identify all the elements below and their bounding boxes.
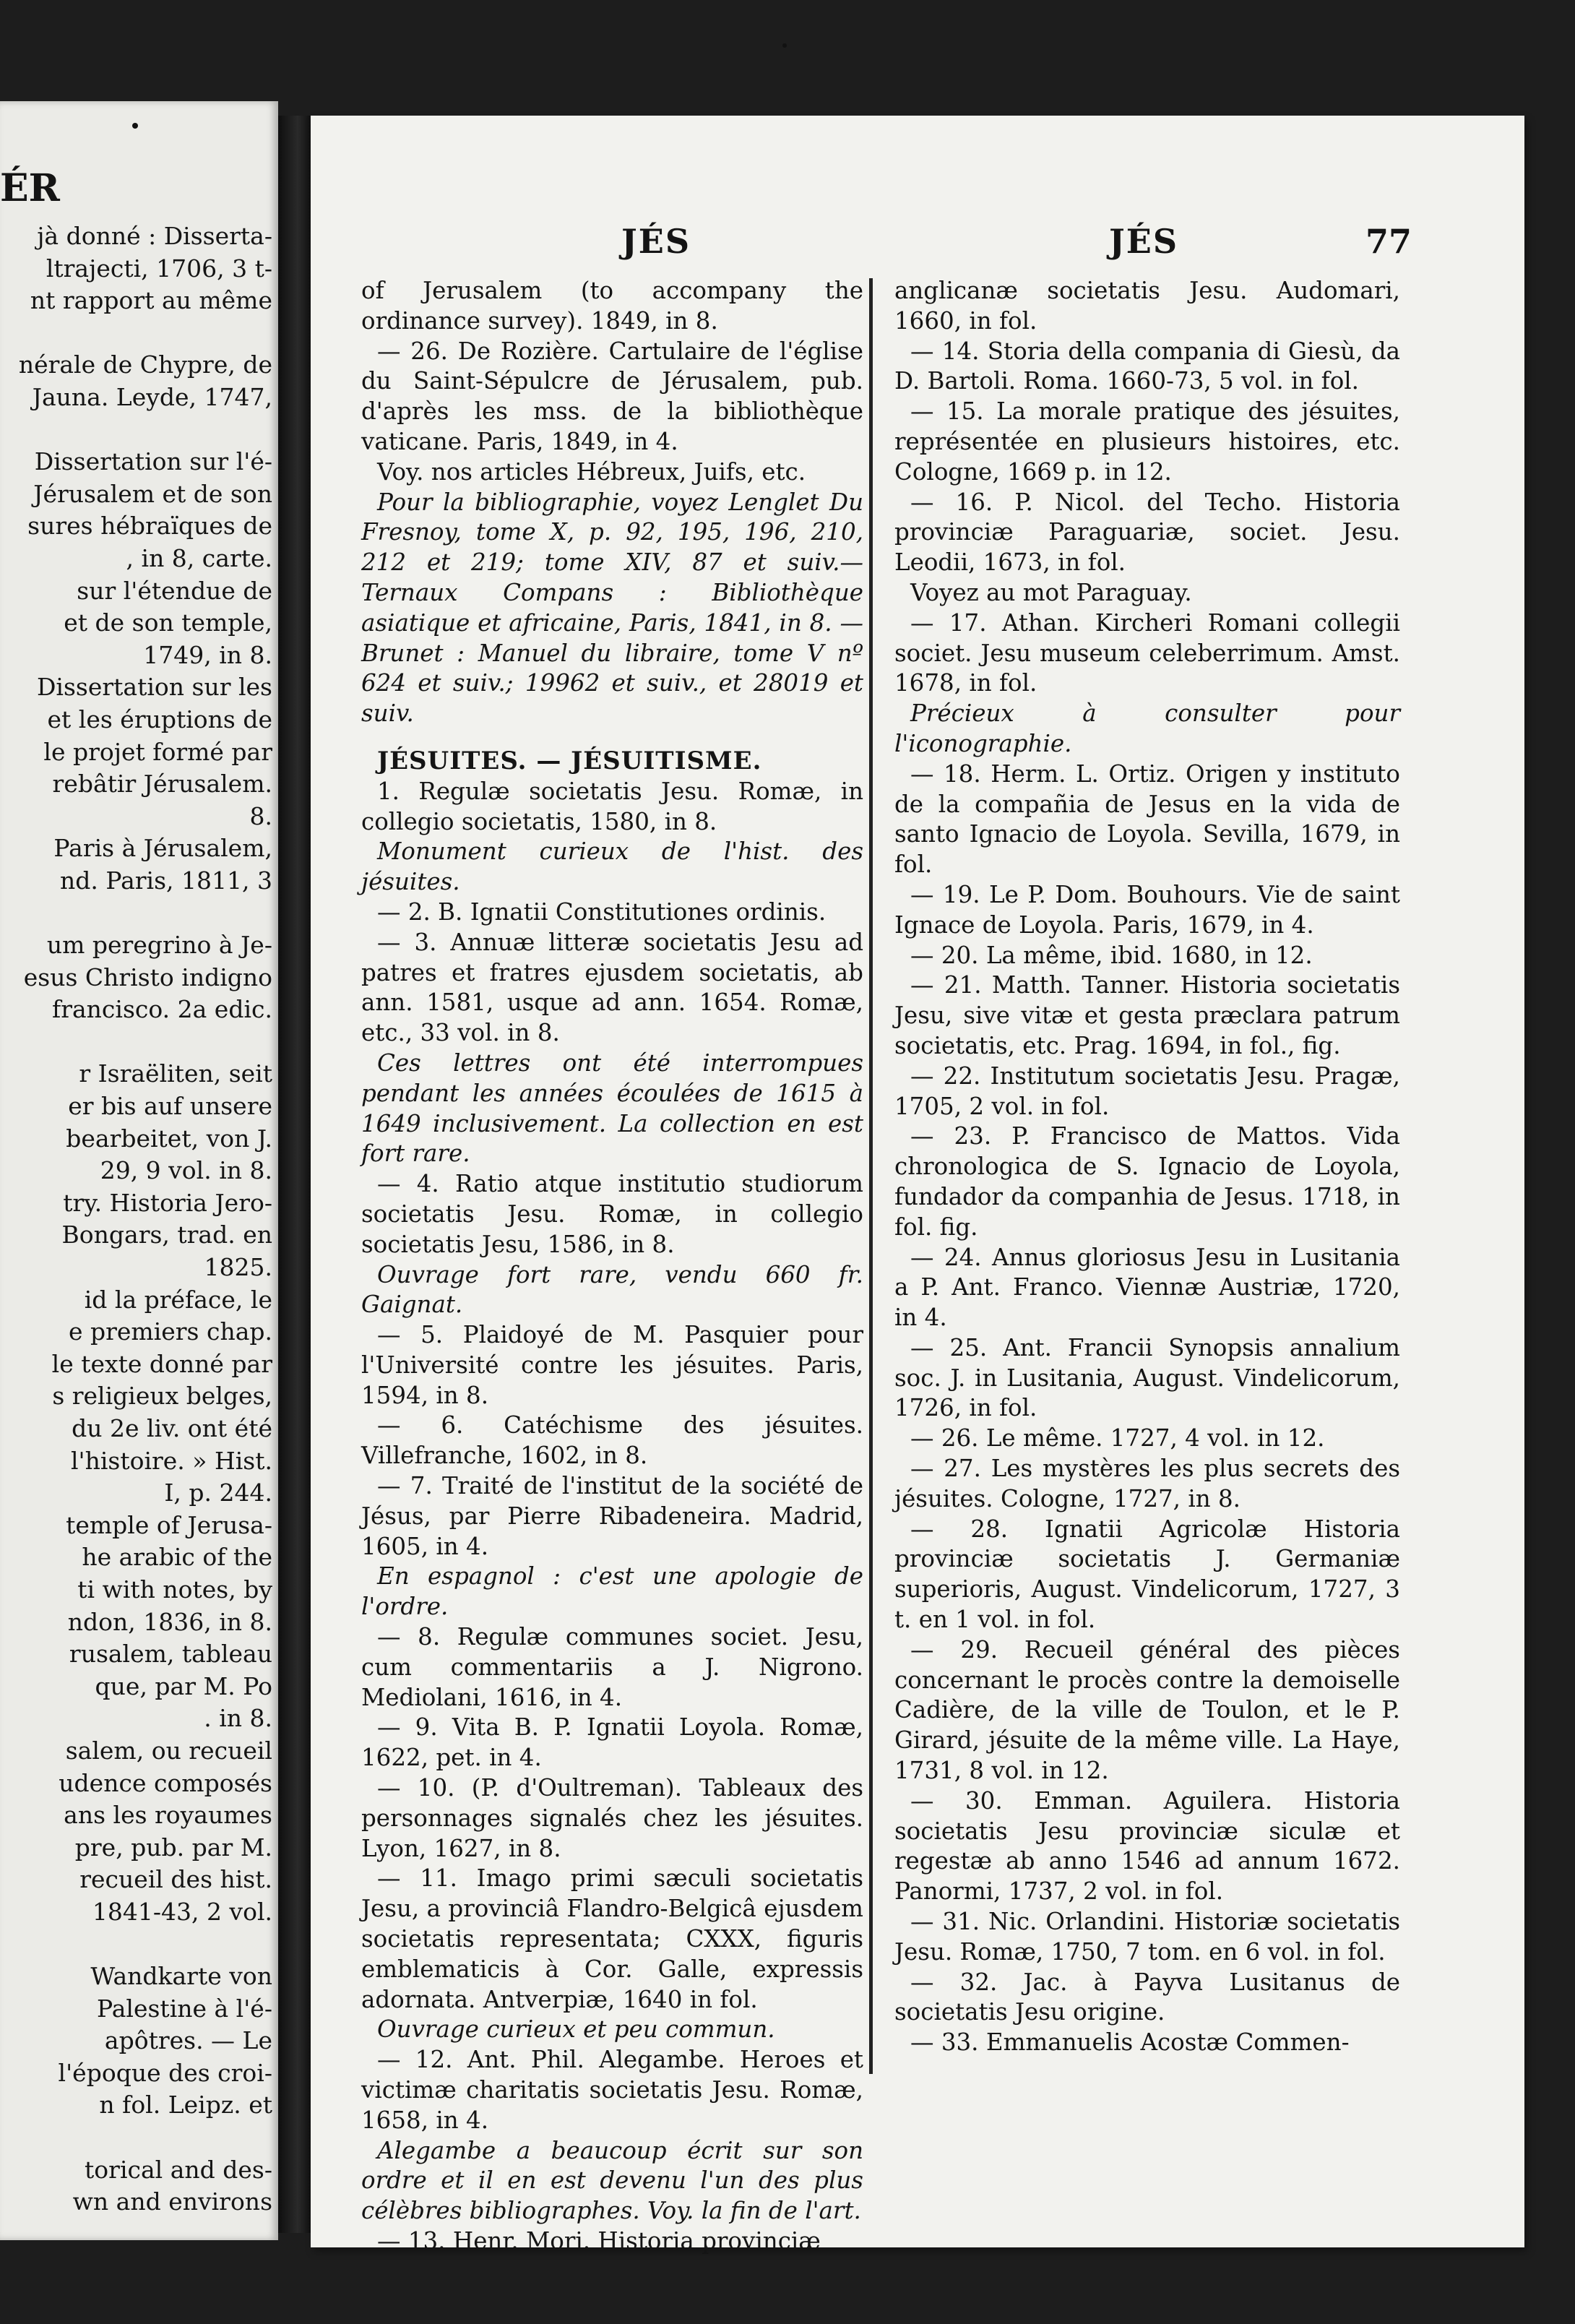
left-page-line: . in 8.: [204, 1704, 272, 1733]
left-page-line: 1841-43, 2 vol.: [92, 1897, 272, 1926]
left-page-line: er bis auf unsere: [68, 1092, 272, 1121]
column-divider: [869, 278, 873, 2074]
bibliography-entry: — 3. Annuæ litteræ societatis Jesu ad patres et fratres ejusdem societatis, ab ann. 1581, usque ad ann. 1654. Romæ, etc., 33 vol. in 8.: [361, 928, 863, 1047]
left-page-line: recueil des hist.: [79, 1865, 272, 1894]
left-page-line: n fol. Leipz. et: [99, 2091, 272, 2119]
left-page-line: le texte donné par: [51, 1349, 272, 1378]
bibliography-entry: — 10. (P. d'Oultreman). Tableaux des personnages signalés chez les jésuites. Lyon, 1627, in 8.: [361, 1774, 863, 1862]
left-page-line: Jauna. Leyde, 1747,: [32, 382, 272, 411]
bibliography-entry: — 20. La même, ibid. 1680, in 12.: [910, 941, 1313, 969]
left-page-line: ndon, 1836, in 8.: [67, 1607, 272, 1636]
left-page-line: 1749, in 8.: [143, 640, 272, 669]
bibliography-entry: — 15. La morale pratique des jésuites, représentée en plusieurs histoires, etc. Cologne, 1669 p. in 12.: [894, 397, 1400, 486]
right-running-head: JÉS: [1109, 222, 1179, 261]
left-page-line: ltrajecti, 1706, 3 t-: [46, 254, 272, 283]
left-page-line: 8.: [249, 801, 272, 830]
left-page-line: Dissertation sur les: [36, 673, 272, 702]
page-number: 77: [1365, 222, 1412, 261]
bibliography-entry: — 22. Institutum societatis Jesu. Pragæ, 1705, 2 vol. in fol.: [894, 1062, 1400, 1120]
bibliography-entry: — 25. Ant. Francii Synopsis annalium soc. J. in Lusitania, August. Vindelicorum, 1726, in fol.: [894, 1333, 1400, 1422]
annotation: Pour la bibliographie, voyez Lenglet Du Fresnoy, tome X, p. 92, 195, 196, 210, 212 et 219; tome XIV, 87 et suiv.— Ternaux Compans : Bibliothèque asiatique et africaine, Paris, 1841, in 8. — Brunet : Manuel du libraire, tome V nº 624 et suiv.; 19962 et suiv., et 28019 et suiv.: [361, 488, 863, 728]
bibliography-entry: 1. Regulæ societatis Jesu. Romæ, in collegio societatis, 1580, in 8.: [361, 777, 863, 835]
left-page-line: ans les royaumes: [64, 1801, 272, 1830]
left-page-line: l'époque des croi-: [58, 2058, 272, 2087]
left-page-line: sures hébraïques de: [27, 512, 272, 541]
bibliography-entry: — 21. Matth. Tanner. Historia societatis Jesu, sive vitæ et gesta præclara patrum societatis, etc. Prag. 1694, in fol., fig.: [894, 971, 1400, 1059]
left-page-line: ti with notes, by: [77, 1575, 272, 1604]
bibliography-entry: — 32. Jac. à Payva Lusitanus de societatis Jesu origine.: [894, 1968, 1400, 2026]
annotation: Monument curieux de l'hist. des jésuites.: [361, 838, 863, 896]
dust-speck: [782, 43, 787, 48]
bibliography-entry: — 6. Catéchisme des jésuites. Villefranche, 1602, in 8.: [361, 1411, 863, 1470]
bibliography-entry: — 17. Athan. Kircheri Romani collegii societ. Jesu museum celeberrimum. Amst. 1678, in fol.: [894, 608, 1400, 697]
left-column: [361, 276, 863, 2257]
left-page-line: Jérusalem et de son: [33, 479, 272, 508]
left-page-line: Dissertation sur l'é-: [34, 447, 272, 476]
left-page-line: nérale de Chypre, de: [18, 350, 272, 379]
bibliography-entry: — 24. Annus gloriosus Jesu in Lusitania a P. Ant. Franco. Viennæ Austriæ, 1720, in 4.: [894, 1243, 1400, 1332]
bibliography-entry: of Jerusalem (to accompany the ordinance survey). 1849, in 8.: [361, 277, 863, 335]
left-page-line: s religieux belges,: [52, 1382, 272, 1411]
annotation: Ces lettres ont été interrompues pendant les années écoulées de 1615 à 1649 inclusivement. La collection en est fort rare.: [361, 1049, 863, 1168]
left-facing-page: [0, 101, 278, 2240]
annotation: Précieux à consulter pour l'iconographie.: [894, 700, 1400, 757]
bibliography-entry: — 26. De Rozière. Cartulaire de l'église du Saint-Sépulcre de Jérusalem, pub. d'après les mss. de la bibliothèque vaticane. Paris, 1849, in 4.: [361, 337, 863, 455]
annotation: Ouvrage curieux et peu commun.: [377, 2015, 775, 2044]
book-gutter: [278, 116, 311, 2233]
bibliography-entry: — 9. Vita B. P. Ignatii Loyola. Romæ, 1622, pet. in 4.: [361, 1713, 863, 1772]
left-page-line: pre, pub. par M.: [74, 1833, 272, 1862]
bibliography-entry: — 8. Regulæ communes societ. Jesu, cum commentariis a J. Nigrono. Mediolani, 1616, in 4.: [361, 1623, 863, 1711]
bibliography-entry: — 30. Emman. Aguilera. Historia societatis Jesu provinciæ siculæ et regestæ ab anno 1546 ad annum 1672. Panormi, 1737, 2 vol. in fol.: [894, 1786, 1400, 1906]
left-page-line: Palestine à l'é-: [97, 1994, 272, 2023]
main-page: [311, 116, 1524, 2255]
left-page-line: Paris à Jérusalem,: [53, 834, 272, 863]
left-page-text: [0, 220, 272, 2218]
left-running-head: JÉS: [621, 222, 691, 261]
left-page-line: apôtres. — Le: [104, 2026, 272, 2055]
annotation: En espagnol : c'est une apologie de l'ordre.: [361, 1562, 863, 1621]
left-page-line: r Israëliten, seit: [79, 1059, 272, 1088]
left-page-line: wn and environs: [72, 2187, 272, 2216]
left-page-line: try. Historia Jero-: [63, 1188, 272, 1217]
bibliography-entry: — 12. Ant. Phil. Alegambe. Heroes et victimæ charitatis societatis Jesu. Romæ, 1658, in 4.: [361, 2046, 863, 2134]
bibliography-entry: Voyez au mot Paraguay.: [910, 578, 1192, 606]
left-page-line: udence composés: [59, 1768, 272, 1797]
dust-speck: [132, 123, 138, 129]
left-page-line: et de son temple,: [64, 608, 272, 637]
left-page-line: Wandkarte von: [90, 1962, 272, 1991]
section-heading: JÉSUITES. — JÉSUITISME.: [377, 746, 762, 775]
left-page-header: ÉR: [0, 166, 60, 210]
bibliography-entry: — 33. Emmanuelis Acostæ Commen-: [910, 2028, 1350, 2057]
bibliography-entry: anglicanæ societatis Jesu. Audomari, 1660, in fol.: [894, 277, 1400, 335]
left-page-line: temple of Jerusa-: [66, 1510, 272, 1539]
left-page-line: sur l'étendue de: [77, 576, 272, 605]
left-page-line: et les éruptions de: [47, 705, 272, 733]
left-page-line: nd. Paris, 1811, 3: [60, 866, 272, 895]
bibliography-entry: — 28. Ignatii Agricolæ Historia provinciæ societatis J. Germaniæ superioris, August. Vindelicorum, 1727, 3 t. en 1 vol. in fol.: [894, 1515, 1400, 1634]
bibliography-entry: — 14. Storia della compania di Giesù, da D. Bartoli. Roma. 1660-73, 5 vol. in fol.: [894, 337, 1400, 395]
left-page-line: rebâtir Jérusalem.: [52, 770, 272, 799]
left-page-line: du 2e liv. ont été: [72, 1413, 272, 1442]
left-page-line: bearbeitet, von J.: [66, 1124, 272, 1153]
left-page-line: [0, 1026, 272, 1059]
bibliography-entry: — 19. Le P. Dom. Bouhours. Vie de saint Ignace de Loyola. Paris, 1679, in 4.: [894, 880, 1400, 939]
left-page-line: id la préface, le: [84, 1285, 272, 1314]
left-page-line: [0, 2122, 272, 2154]
left-page-line: 29, 9 vol. in 8.: [100, 1156, 272, 1185]
left-page-line: salem, ou recueil: [65, 1736, 272, 1765]
left-page-line: que, par M. Po: [95, 1671, 272, 1700]
left-page-line: esus Christo indigno: [23, 963, 272, 991]
bibliography-entry: — 2. B. Ignatii Constitutiones ordinis.: [377, 898, 827, 926]
left-page-line: nt rapport au même: [30, 286, 272, 315]
bibliography-entry: — 5. Plaidoyé de M. Pasquier pour l'Université contre les jésuites. Paris, 1594, in 8.: [361, 1321, 863, 1409]
left-page-line: [0, 414, 272, 447]
left-page-line: francisco. 2a edic.: [52, 995, 272, 1024]
left-page-line: , in 8, carte.: [126, 543, 272, 572]
bibliography-entry: Voy. nos articles Hébreux, Juifs, etc.: [377, 457, 806, 486]
bibliography-entry: — 18. Herm. L. Ortiz. Origen y instituto de la compañia de Jesus en la vida de santo Ignacio de Loyola. Sevilla, 1679, in fol.: [894, 759, 1400, 879]
bibliography-entry: — 7. Traité de l'institut de la société de Jésus, par Pierre Ribadeneira. Madrid, 1605, in 4.: [361, 1472, 863, 1560]
left-page-line: I, p. 244.: [164, 1479, 272, 1507]
left-page-line: le projet formé par: [43, 737, 272, 766]
left-page-line: torical and des-: [85, 2155, 272, 2184]
left-page-line: [0, 897, 272, 929]
bibliography-entry: — 16. P. Nicol. del Techo. Historia provinciæ Paraguariæ, societ. Jesu. Leodii, 1673, in fol.: [894, 488, 1400, 577]
annotation: Alegambe a beaucoup écrit sur son ordre et il en est devenu l'un des plus célèbres bibliographes. Voy. la fin de l'art.: [361, 2136, 863, 2225]
bibliography-entry: — 29. Recueil général des pièces concernant le procès contre la demoiselle Cadière, de la ville de Toulon, et le P. Girard, jésuite de la même ville. La Haye, 1731, 8 vol. in 12.: [894, 1635, 1400, 1785]
bibliography-entry: — 23. P. Francisco de Mattos. Vida chronologica de S. Ignacio de Loyola, fundador da companhia de Jesus. 1718, in fol. fig.: [894, 1122, 1400, 1241]
left-page-line: l'histoire. » Hist.: [70, 1446, 272, 1475]
left-page-line: Bongars, trad. en: [61, 1221, 272, 1249]
bibliography-entry: — 4. Ratio atque institutio studiorum societatis Jesu. Romæ, in collegio societatis Jesu, 1586, in 8.: [361, 1170, 863, 1258]
left-page-line: rusalem, tableau: [69, 1640, 272, 1669]
right-column: [894, 276, 1400, 2058]
bibliography-entry: — 11. Imago primi sæculi societatis Jesu, a provinciâ Flandro-Belgicâ ejusdem societatis representata; CXXX, figuris emblematicis à Cor. Galle, expressis adornata. Antverpiæ, 1640 in fol.: [361, 1864, 863, 2013]
bibliography-entry: — 27. Les mystères les plus secrets des jésuites. Cologne, 1727, in 8.: [894, 1455, 1400, 1512]
left-page-line: um peregrino à Je-: [46, 931, 272, 960]
left-page-line: he arabic of the: [82, 1543, 272, 1572]
annotation: Ouvrage fort rare, vendu 660 fr. Gaignat.: [361, 1260, 863, 1319]
bibliography-entry: — 26. Le même. 1727, 4 vol. in 12.: [910, 1424, 1325, 1452]
left-page-line: e premiers chap.: [68, 1317, 272, 1346]
left-page-line: 1825.: [204, 1253, 272, 1281]
bibliography-entry: — 13. Henr. Mori. Historia provinciæ: [377, 2227, 821, 2255]
bibliography-entry: — 31. Nic. Orlandini. Historiæ societatis Jesu. Romæ, 1750, 7 tom. en 6 vol. in fol.: [894, 1908, 1400, 1966]
left-page-line: [0, 1928, 272, 1961]
left-page-line: jà donné : Disserta-: [37, 222, 272, 250]
left-page-line: [0, 317, 272, 350]
